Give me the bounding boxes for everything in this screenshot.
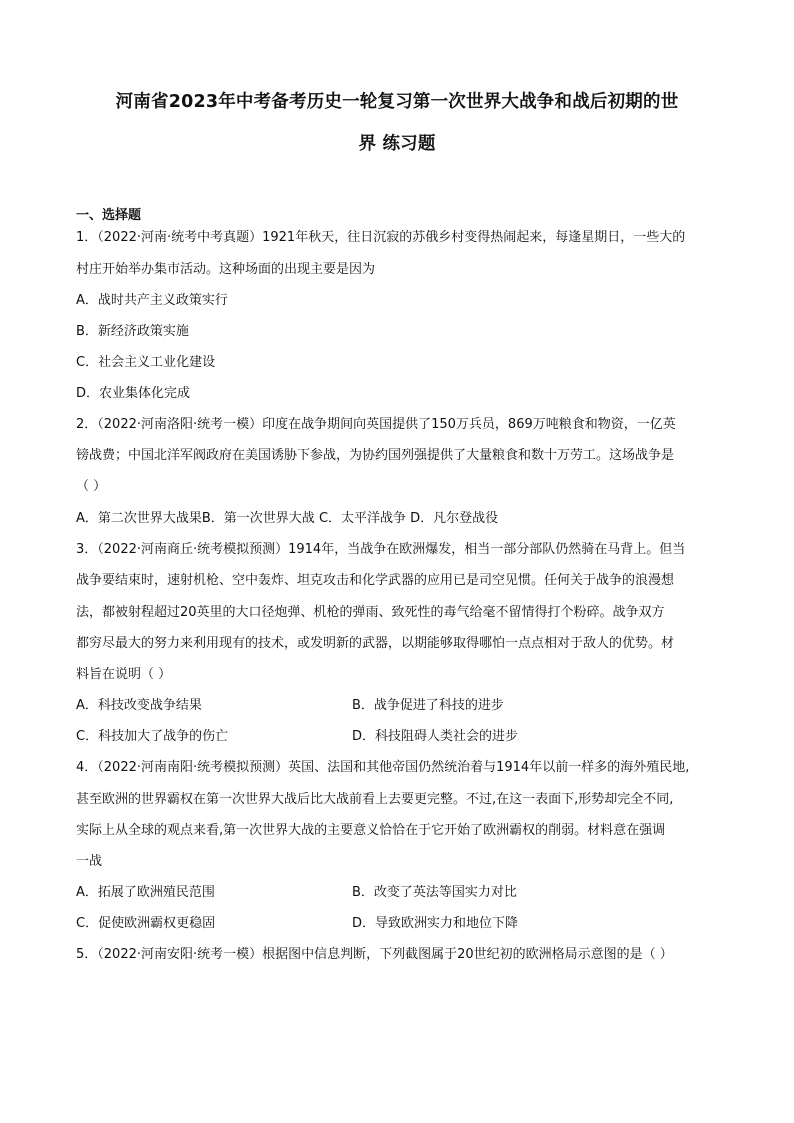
document-title-line-1: 河南省2023年中考备考历史一轮复习第一次世界大战争和战后初期的世 bbox=[115, 92, 679, 112]
question-1-option-d: D．农业集体化完成 bbox=[76, 386, 191, 401]
question-3-stem-line-1: 3．（2022·河南商丘·统考模拟预测）1914年，当战争在欧洲爆发，相当一部分部队仍然骑在马背上。但当 bbox=[76, 542, 686, 557]
question-4-option-b: B．改变了英法等国实力对比 bbox=[352, 885, 517, 900]
question-1-option-c: C．社会主义工业化建设 bbox=[76, 355, 216, 370]
section-heading: 一、选择题 bbox=[76, 208, 142, 223]
question-3-option-c: C．科技加大了战争的伤亡 bbox=[76, 729, 229, 744]
question-1-option-b: B．新经济政策实施 bbox=[76, 324, 189, 339]
question-4-stem-line-2: 甚至欧洲的世界霸权在第一次世界大战后比大战前看上去要更完整。不过,在这一表面下,形势却完全不同, bbox=[76, 792, 674, 807]
question-3-stem-line-4: 都穷尽最大的努力来利用现有的技术，或发明新的武器，以期能够取得哪怕一点点相对于敌人的优势。材 bbox=[76, 636, 675, 651]
question-3-option-b: B．战争促进了科技的进步 bbox=[352, 698, 504, 713]
question-2-stem-line-3: （ ） bbox=[76, 479, 107, 494]
question-4-stem-line-1: 4．（2022·河南南阳·统考模拟预测）英国、法国和其他帝国仍然统治着与1914年以前一样多的海外殖民地, bbox=[76, 760, 690, 775]
question-4-stem-line-3: 实际上从全球的观点来看,第一次世界大战的主要意义恰恰在于它开始了欧洲霸权的削弱。材料意在强调 bbox=[76, 823, 666, 838]
question-4-option-a: A．拓展了欧洲殖民范围 bbox=[76, 885, 215, 900]
question-4-option-c: C．促使欧洲霸权更稳固 bbox=[76, 916, 216, 931]
question-3-stem-line-3: 法，都被射程超过20英里的大口径炮弹、机枪的弹雨、致死性的毒气给毫不留情得打个粉碎。战争双方 bbox=[76, 605, 665, 620]
question-3-stem-line-2: 战争要结束时，速射机枪、空中轰炸、坦克攻击和化学武器的应用已是司空见惯。任何关于战争的浪漫想 bbox=[76, 573, 675, 588]
question-2-stem-line-1: 2．（2022·河南洛阳·统考一模）印度在战争期间向英国提供了150万兵员，869万吨粮食和物资，一亿英 bbox=[76, 417, 676, 432]
question-1-stem-line-2: 村庄开始举办集市活动。这种场面的出现主要是因为 bbox=[76, 262, 376, 277]
question-2-stem-line-2: 镑战费；中国北洋军阀政府在美国诱胁下参战，为协约国列强提供了大量粮食和数十万劳工。这场战争是 bbox=[76, 448, 675, 463]
question-3-stem-line-5: 料旨在说明（ ） bbox=[76, 667, 172, 682]
question-5-stem-line-1: 5．（2022·河南安阳·统考一模）根据图中信息判断，下列截图属于20世纪初的欧洲格局示意图的是（ ） bbox=[76, 947, 673, 962]
document-title-line-2: 界 练习题 bbox=[358, 134, 436, 154]
question-2-options: A．第二次世界大战果B．第一次世界大战 C．太平洋战争 D．凡尔登战役 bbox=[76, 511, 499, 526]
question-1-stem-line-1: 1．（2022·河南·统考中考真题）1921年秋天，往日沉寂的苏俄乡村变得热闹起来，每逢星期日，一些大的 bbox=[76, 230, 686, 245]
question-4-option-d: D．导致欧洲实力和地位下降 bbox=[352, 916, 519, 931]
question-3-option-a: A．科技改变战争结果 bbox=[76, 698, 202, 713]
question-3-option-d: D．科技阻碍人类社会的进步 bbox=[352, 729, 519, 744]
question-4-stem-line-4: 一战 bbox=[76, 854, 103, 869]
question-1-option-a: A．战时共产主义政策实行 bbox=[76, 293, 228, 308]
